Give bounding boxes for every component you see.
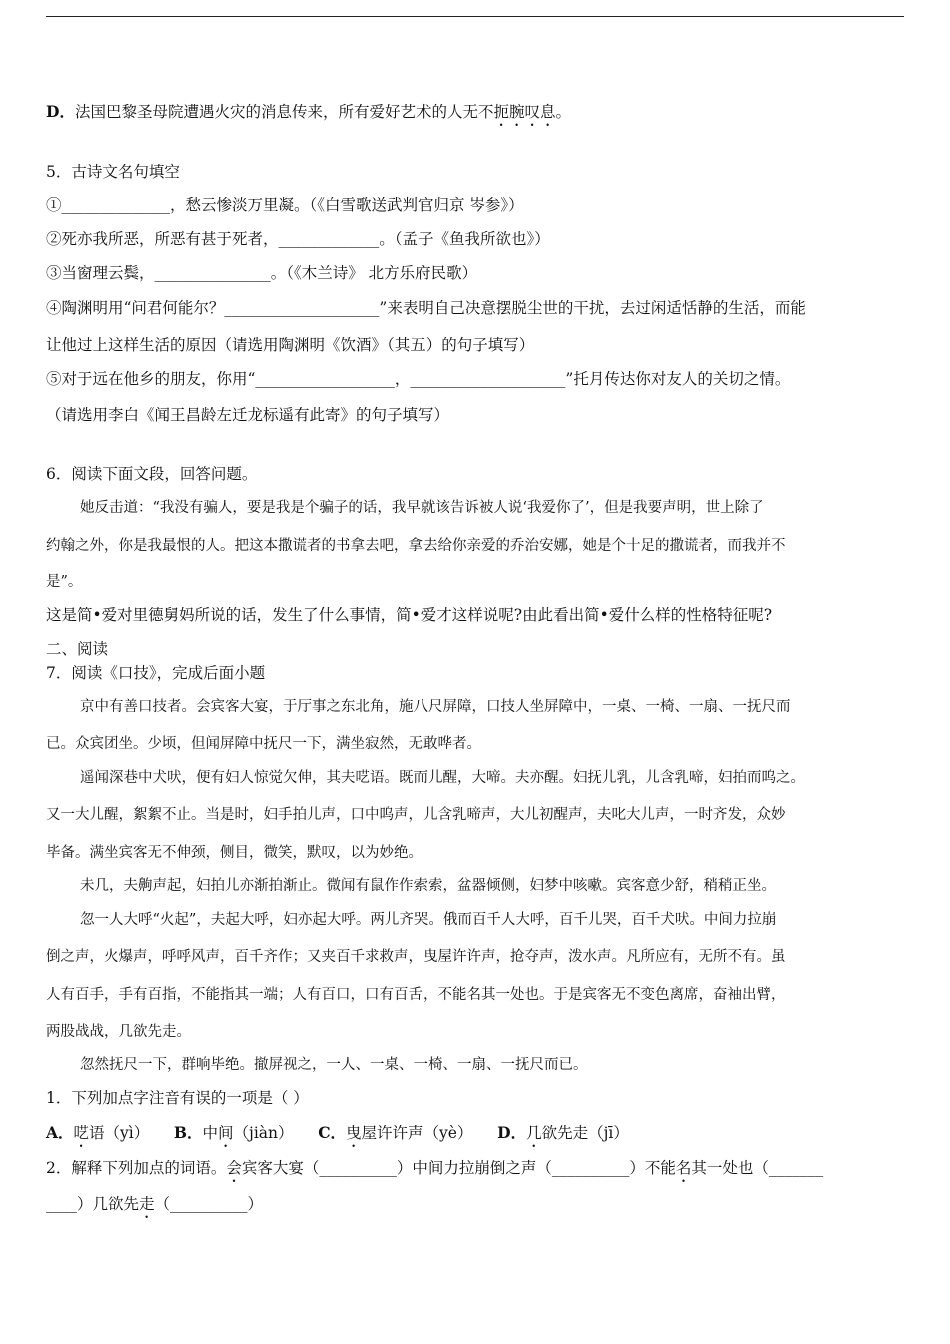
q7-passage-line: 遥闻深巷中犬吠，便有妇人惊觉欠伸，其夫呓语。既而儿醒，大啼。夫亦醒。妇抚儿乳，儿含乳啼，妇拍而呜之。 [80, 770, 805, 786]
q7-sub1-stem: 1．下列加点字注音有误的一项是（ ） [46, 1089, 309, 1107]
q7-title: 7．阅读《口技》，完成后面小题 [46, 664, 266, 682]
dotted-words: 扼腕叹息 [493, 103, 556, 121]
q7-passage-line: 忽然抚尺一下，群响毕绝。撤屏视之，一人、一桌、一椅、一扇、一抚尺而已。 [80, 1057, 588, 1073]
q5-title: 5．古诗文名句填空 [46, 163, 180, 181]
section-heading: 二、阅读 [46, 640, 109, 658]
option-label: D． [46, 102, 75, 121]
q5-item-5: ⑤对于远在他乡的朋友，你用“__________________，____________________”托月传达你对友人的关切之情。 [46, 370, 791, 388]
q6-passage-line: 是”。 [46, 574, 83, 590]
q7-passage-line: 又一大儿醒，絮絮不止。当是时，妇手拍儿声，口中呜声，儿含乳啼声，大儿初醒声，夫叱大儿声，一时齐发，众妙 [46, 807, 786, 823]
q6-title: 6．阅读下面文段，回答问题。 [46, 465, 258, 483]
q6-passage-line: 约翰之外，你是我最恨的人。把这本撒谎者的书拿去吧，拿去给你亲爱的乔治安娜，她是个十足的撒谎者，而我并不 [46, 538, 786, 554]
option-a: A．呓语（yì） [46, 1123, 150, 1142]
q5-item-5-cont: （请选用李白《闻王昌龄左迁龙标遥有此寄》的句子填写） [46, 406, 450, 424]
q7-passage-line: 未几，夫齁声起，妇拍儿亦渐拍渐止。微闻有鼠作作索索，盆器倾侧，妇梦中咳嗽。宾客意少舒，稍稍正坐。 [80, 878, 776, 894]
q6-question: 这是简•爱对里德舅妈所说的话，发生了什么事情，简•爱才这样说呢?由此看出简•爱什么样的性格特征呢? [46, 606, 773, 624]
q5-item-4: ④陶渊明用“问君何能尔？____________________”来表明自己决意摆脱尘世的干扰，去过闲适恬静的生活，而能 [46, 299, 806, 317]
q6-passage-line: 她反击道：“我没有骗人，要是我是个骗子的话，我早就该告诉被人说‘我爱你了’，但是我要声明，世上除了 [80, 500, 764, 516]
header-rule [46, 16, 904, 17]
q5-item-4-cont: 让他过上这样生活的原因（请选用陶渊明《饮酒》（其五）的句子填写） [46, 336, 535, 354]
q7-sub2-line1: 2．解释下列加点的词语。会宾客大宴（__________）中间力拉崩倒之声（__________）不能名其一处也（_______ [46, 1159, 824, 1177]
option-b: B．中间（jiàn） [173, 1123, 294, 1142]
option-c: C．曳屋许许声（yè） [318, 1123, 473, 1142]
q7-sub2-line2: ____）几欲先走（__________） [46, 1195, 264, 1213]
q7-passage-line: 忽一人大呼“火起”，夫起大呼，妇亦起大呼。两儿齐哭。俄而百千人大呼，百千儿哭，百千犬吠。中间力拉崩 [80, 912, 777, 928]
q4-option-d: D．法国巴黎圣母院遭遇火灾的消息传来，所有爱好艺术的人无不扼腕叹息。 [46, 102, 571, 121]
q7-passage-line: 倒之声，火爆声，呼呼风声，百千齐作；又夹百千求救声，曳屋许许声，抢夺声，泼水声。凡所应有，无所不有。虽 [46, 949, 786, 965]
q5-item-1: ①______________，愁云惨淡万里凝。（《白雪歌送武判官归京 岑参》） [46, 196, 524, 214]
q7-passage-line: 京中有善口技者。会宾客大宴，于厅事之东北角，施八尺屏障，口技人坐屏障中，一桌、一椅、一扇、一抚尺而 [80, 699, 791, 715]
q7-passage-line: 毕备。满坐宾客无不伸颈，侧目，微笑，默叹，以为妙绝。 [46, 845, 423, 861]
q7-passage-line: 人有百手，手有百指，不能指其一端；人有百口，口有百舌，不能名其一处也。于是宾客无不变色离席，奋袖出臂， [46, 987, 786, 1003]
option-d: D．几欲先走（jī） [497, 1123, 629, 1142]
q7-passage-line: 两股战战，几欲先走。 [46, 1024, 191, 1040]
q7-passage-line: 已。众宾团坐。少顷，但闻屏障中抚尺一下，满坐寂然，无敢哗者。 [46, 736, 481, 752]
q7-sub1-options [46, 1122, 629, 1151]
q5-item-2: ②死亦我所恶，所恶有甚于死者，_____________。（孟子《鱼我所欲也》） [46, 230, 550, 248]
q5-item-3: ③当窗理云鬓，_______________。（《木兰诗》 北方乐府民歌） [46, 264, 478, 282]
